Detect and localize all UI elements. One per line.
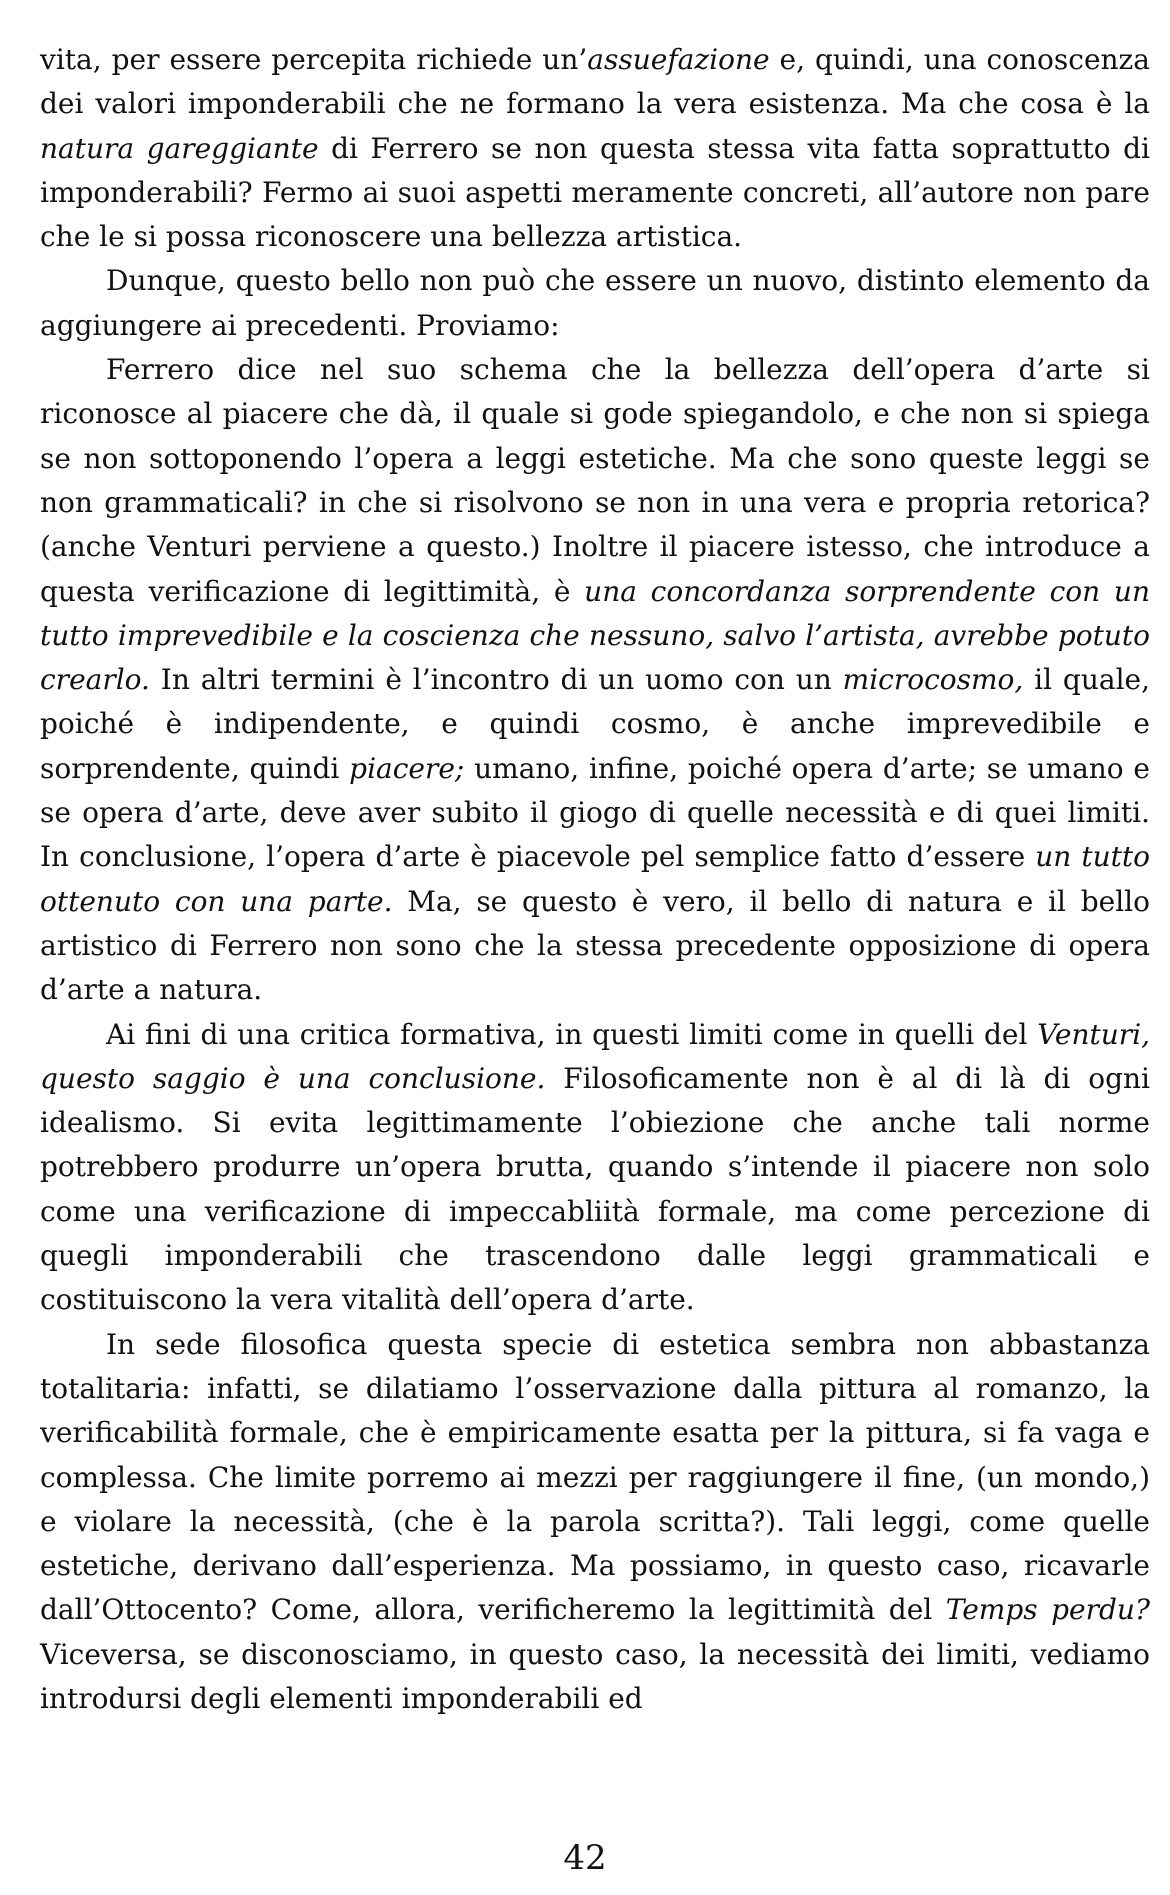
text-run: vita, per essere percepita richiede un’ [40,43,588,76]
paragraph [40,38,1150,259]
paragraph [40,259,1150,348]
text-run: In sede filosofica questa specie di estetica sembra non abbastanza totalitaria: infatti, se dilatiamo l’osservazione dalla pittura al romanzo, la verificabilità formale, che è empiricamente esatta per la pittura, si fa vaga e complessa. Che limite porremo ai mezzi per raggiungere il fine, (un mondo,) e violare la necessità, (che è la parola scritta?). Tali leggi, come quelle estetiche, derivano dall’esperienza. Ma possiamo, in questo caso, ricavarle dall’Ottocento? Come, allora, verificheremo la legittimità del [40,1327,1150,1627]
italic-run: piacere; [349,751,465,785]
paragraph [40,1013,1150,1323]
text-run: di Ferrero se non questa stessa vita fatta soprattutto di imponderabili? Fermo ai suoi aspetti meramente concreti, all’autore non pare che le si possa riconoscere una bellezza artistica. [40,131,1150,254]
italic-run: Temps perdu? [945,1593,1150,1627]
italic-run: microcosmo, [842,663,1024,697]
text-run: Ferrero dice nel suo schema che la bellezza dell’opera d’arte si riconosce al piacere che dà, il quale si gode spiegandolo, e che non si spiega se non sottoponendo l’opera a leggi estetiche. Ma che sono queste leggi se non grammaticali? in che si risolvono se non in una vera e propria retorica? (anche Venturi perviene a questo.) Inoltre il piacere istesso, che introduce a questa verificazione di legittimità, è [40,353,1150,608]
text-run: In altri termini è l’incontro di un uomo con un [149,663,843,697]
text-run: Viceversa, se disconosciamo, in questo caso, la necessità dei limiti, vediamo introdursi degli elementi imponderabili ed [40,1637,1150,1715]
page-number: 42 [563,1838,607,1878]
text-run: Filosoficamente non è al di là di ogni idealismo. Si evita legittimamente l’obiezione che anche tali norme potrebbero produrre un’opera brutta, quando s’intende il piacere non solo come una verificazione di impeccabliità formale, ma come percezione di quegli imponderabili che trascendono dalle leggi grammaticali e costituiscono la vera vitalità dell’opera d’arte. [40,1061,1150,1317]
text-run: e, quindi, una conoscenza dei valori imponderabili che ne formano la vera esistenza. Ma che cosa è la [40,43,1150,121]
paragraph [40,348,1150,1012]
text-run: umano, infine, poiché opera d’arte; se umano e se opera d’arte, deve aver subito il giogo di quelle necessità e di quei limiti. In conclusione, l’opera d’arte è piacevole pel semplice fatto d’essere [40,751,1150,874]
italic-run: assuefazione [587,43,770,76]
text-run: Dunque, questo bello non può che essere un nuovo, distinto elemento da aggiungere ai precedenti. Proviamo: [40,264,1150,342]
text-run: Ma, se questo è vero, il bello di natura e il bello artistico di Ferrero non sono che la stessa precedente opposizione di opera d’arte a natura. [40,884,1150,1007]
italic-run: un tutto ottenuto con una parte. [40,840,1150,918]
italic-run: natura gareggiante [40,131,319,165]
paragraph [40,1323,1150,1722]
text-run: il quale, poiché è indipendente, e quindi cosmo, è anche imprevedibile e sorprendente, quindi [40,663,1150,785]
body-text [40,38,1150,1721]
italic-run: una concordanza sorprendente con un tutto imprevedibile e la coscienza che nessuno, salvo l’artista, avrebbe potuto crearlo. [40,574,1150,697]
italic-run: Venturi, questo saggio è una conclusione. [40,1017,1150,1095]
text-run: Ai fini di una critica formativa, in questi limiti come in quelli del [106,1017,1038,1051]
